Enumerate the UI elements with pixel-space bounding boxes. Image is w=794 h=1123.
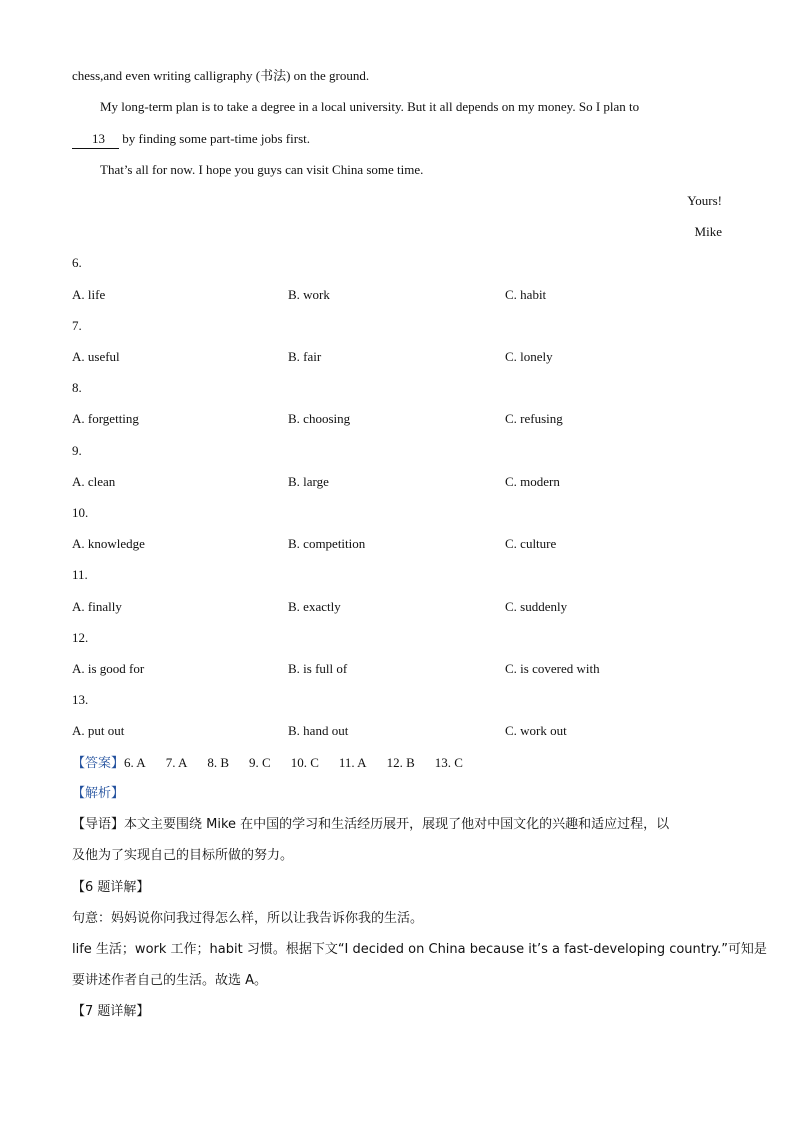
option-a: A. forgetting xyxy=(72,411,139,426)
option-row xyxy=(72,535,722,553)
detail-heading: 【7 题详解】 xyxy=(72,1004,150,1019)
answer-item: 13. C xyxy=(434,755,463,770)
option-row xyxy=(72,348,722,366)
detail-explanation: life 生活；work 工作；habit 习惯。根据下文“I decided on China because it’s a fast-developing country.”可知是 xyxy=(72,942,767,957)
letter-closing: Yours! xyxy=(687,193,722,208)
option-a: A. useful xyxy=(72,349,120,364)
option-row xyxy=(72,660,722,678)
option-b: B. choosing xyxy=(288,411,351,426)
option-c: C. work out xyxy=(505,723,567,738)
passage-line: chess,and even writing calligraphy (书法) on the ground. xyxy=(72,68,370,83)
answer-item: 6. A xyxy=(124,755,146,770)
question-number: 13. xyxy=(72,692,89,707)
option-a: A. put out xyxy=(72,723,125,738)
answer-item: 8. B xyxy=(207,755,230,770)
detail-explanation: 要讲述作者自己的生活。故选 A。 xyxy=(72,973,268,988)
option-a: A. life xyxy=(72,287,106,302)
passage-text: by finding some part-time jobs first. xyxy=(119,131,311,146)
option-row xyxy=(72,598,722,616)
answer-item: 12. B xyxy=(386,755,415,770)
option-a: A. knowledge xyxy=(72,536,145,551)
option-a: A. is good for xyxy=(72,661,145,676)
guide-paragraph xyxy=(72,816,669,834)
option-b: B. fair xyxy=(288,349,322,364)
answer-item: 11. A xyxy=(338,755,367,770)
answer-item: 10. C xyxy=(290,755,319,770)
passage-line xyxy=(72,130,310,149)
option-c: C. culture xyxy=(505,536,557,551)
option-b: B. exactly xyxy=(288,599,341,614)
passage-paragraph: That’s all for now. I hope you guys can visit China some time. xyxy=(100,162,424,177)
question-number: 9. xyxy=(72,443,82,458)
question-number: 7. xyxy=(72,318,82,333)
option-b: B. is full of xyxy=(288,661,348,676)
question-number: 10. xyxy=(72,505,89,520)
detail-meaning: 句意：妈妈说你问我过得怎么样，所以让我告诉你我的生活。 xyxy=(72,911,424,926)
detail-heading: 【6 题详解】 xyxy=(72,880,150,895)
letter-signature: Mike xyxy=(694,224,722,239)
answer-item: 9. C xyxy=(249,755,271,770)
option-c: C. is covered with xyxy=(505,661,600,676)
option-c: C. suddenly xyxy=(505,599,568,614)
question-number: 8. xyxy=(72,380,82,395)
option-b: B. work xyxy=(288,287,330,302)
answer-label: 【答案】 xyxy=(72,756,125,771)
analysis-label: 【解析】 xyxy=(72,786,125,801)
guide-text-line: 及他为了实现自己的目标所做的努力。 xyxy=(72,848,294,863)
guide-label: 【导语】 xyxy=(72,817,125,832)
answer-key xyxy=(72,754,483,773)
option-b: B. large xyxy=(288,474,329,489)
option-row xyxy=(72,286,722,304)
option-a: A. finally xyxy=(72,599,122,614)
question-number: 11. xyxy=(72,567,88,582)
option-row xyxy=(72,473,722,491)
option-c: C. refusing xyxy=(505,411,563,426)
question-number: 6. xyxy=(72,255,82,270)
option-row xyxy=(72,722,722,740)
option-c: C. habit xyxy=(505,287,547,302)
option-a: A. clean xyxy=(72,474,116,489)
answer-blank: 13 xyxy=(72,130,119,149)
option-c: C. lonely xyxy=(505,349,553,364)
option-row xyxy=(72,410,722,428)
option-b: B. competition xyxy=(288,536,366,551)
option-c: C. modern xyxy=(505,474,560,489)
guide-text: 本文主要围绕 Mike 在中国的学习和生活经历展开，展现了他对中国文化的兴趣和适应过程，以 xyxy=(124,817,670,832)
answer-item: 7. A xyxy=(165,755,188,770)
question-number: 12. xyxy=(72,630,89,645)
passage-paragraph: My long-term plan is to take a degree in a local university. But it all depends on my money. So I plan to xyxy=(100,99,640,114)
option-b: B. hand out xyxy=(288,723,349,738)
